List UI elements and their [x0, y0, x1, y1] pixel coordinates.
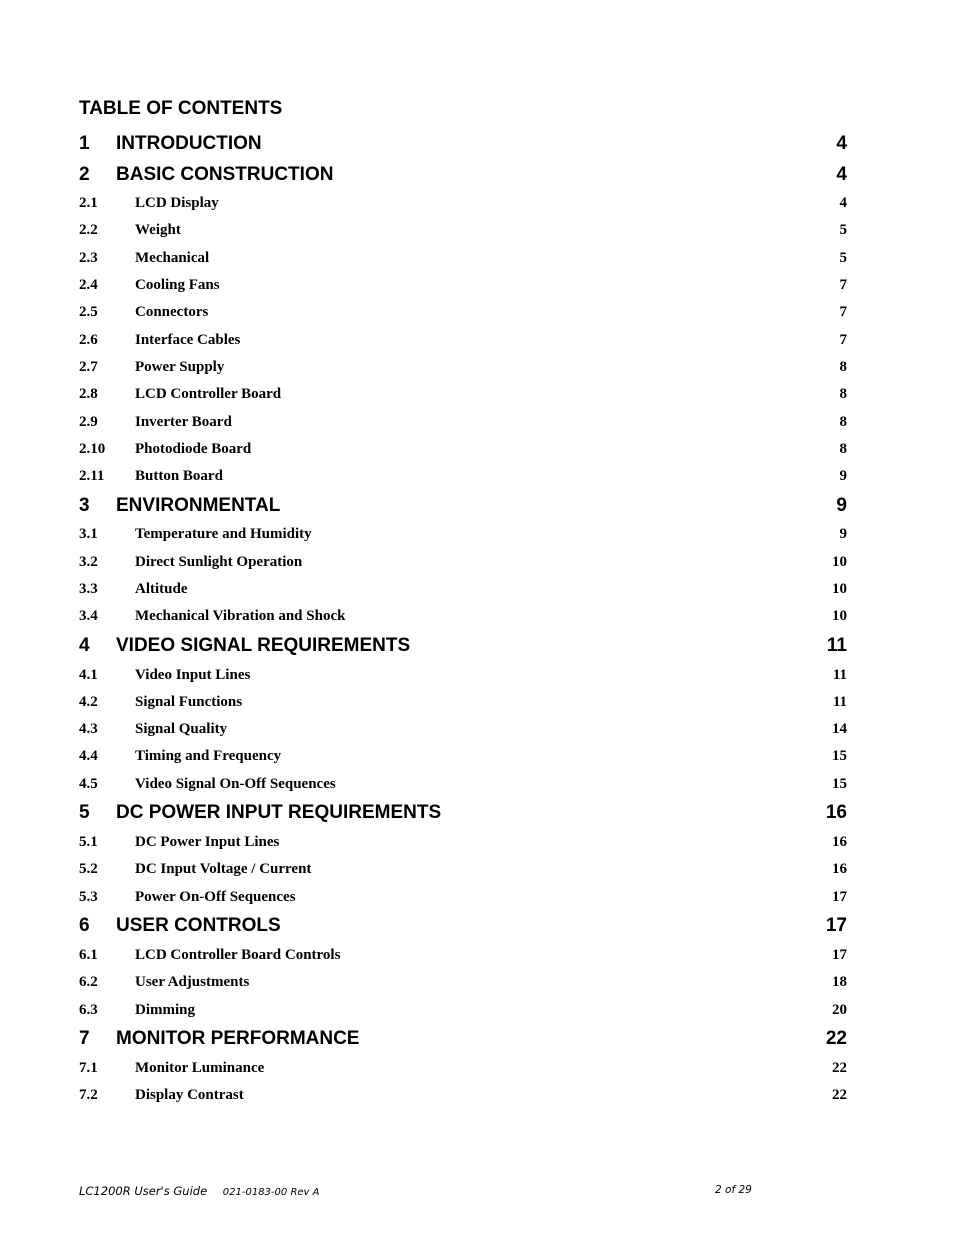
toc-entry-title: Photodiode Board: [135, 440, 252, 457]
toc-subsection-entry[interactable]: [79, 969, 847, 996]
toc-entry-page: 16: [832, 834, 847, 851]
toc-entry-number: 2: [79, 163, 90, 185]
toc-entry-number: 3: [79, 494, 90, 516]
toc-entry-page: 7: [839, 331, 847, 348]
toc-entry-page: 7: [839, 304, 847, 321]
toc-entry-page: 16: [825, 802, 847, 824]
toc-entry-number: 7: [79, 1028, 90, 1050]
toc-entry-page: 20: [832, 1001, 847, 1018]
toc-subsection-entry[interactable]: [79, 299, 847, 326]
toc-entry-number: 4: [79, 634, 90, 656]
toc-entry-number: 2.1: [79, 195, 98, 212]
toc-entry-title: BASIC CONSTRUCTION: [116, 163, 334, 185]
toc-subsection-entry[interactable]: [79, 190, 847, 217]
toc-subsection-entry[interactable]: [79, 716, 847, 743]
toc-entry-title: Weight: [135, 222, 181, 239]
toc-entry-page: 9: [836, 494, 847, 516]
toc-entry-page: 4: [836, 163, 847, 185]
footer-doc-info: [79, 1184, 320, 1198]
toc-subsection-entry[interactable]: [79, 856, 847, 883]
toc-entry-title: Mechanical: [135, 249, 210, 266]
toc-entry-page: 9: [839, 526, 847, 543]
footer-doc-title: LC1200R User's Guide: [79, 1184, 208, 1198]
toc-entry-page: 11: [832, 666, 847, 683]
toc-subsection-entry[interactable]: [79, 272, 847, 299]
toc-entry-page: 17: [832, 946, 847, 963]
toc-entry-number: 2.6: [79, 331, 98, 348]
toc-entry-number: 2.10: [79, 440, 106, 457]
toc-subsection-entry[interactable]: [79, 326, 847, 353]
toc-entry-title: Interface Cables: [135, 331, 241, 348]
toc-entry-number: 7.2: [79, 1087, 98, 1104]
toc-subsection-entry[interactable]: [79, 245, 847, 272]
toc-entry-page: 8: [839, 358, 847, 375]
toc-entry-title: Timing and Frequency: [135, 748, 282, 765]
toc-entry-number: 4.4: [79, 748, 98, 765]
toc-entry-title: Button Board: [135, 468, 223, 485]
toc-subsection-entry[interactable]: [79, 1082, 847, 1109]
toc-entry-number: 2.5: [79, 304, 98, 321]
toc-entry-page: 8: [839, 386, 847, 403]
toc-entry-page: 22: [832, 1087, 847, 1104]
toc-entry-number: 1: [79, 132, 90, 154]
footer-part-number: 021-0183-00 Rev A: [222, 1187, 320, 1198]
toc-entry-page: 14: [832, 721, 847, 738]
toc-entry-title: DC Power Input Lines: [135, 834, 280, 851]
toc-entry-number: 3.2: [79, 553, 98, 570]
toc-entry-number: 6.1: [79, 946, 98, 963]
toc-entry-number: 2.9: [79, 413, 98, 430]
toc-entry-page: 18: [832, 974, 847, 991]
toc-entry-title: VIDEO SIGNAL REQUIREMENTS: [116, 634, 411, 656]
toc-entry-title: DC Input Voltage / Current: [135, 861, 312, 878]
toc-subsection-entry[interactable]: [79, 996, 847, 1023]
toc-entry-number: 6.3: [79, 1001, 98, 1018]
toc-entry-title: Video Input Lines: [135, 666, 251, 683]
toc-entry-number: 6: [79, 915, 90, 937]
toc-entry-title: Power Supply: [135, 358, 225, 375]
toc-subsection-entry[interactable]: [79, 884, 847, 911]
toc-entry-title: Dimming: [135, 1001, 195, 1018]
toc-entry-number: 2.4: [79, 277, 98, 294]
toc-section-entry[interactable]: [79, 1024, 847, 1055]
toc-entry-page: 4: [839, 195, 847, 212]
toc-entry-number: 7.1: [79, 1059, 98, 1076]
toc-entry-page: 10: [832, 581, 847, 597]
toc-entry-page: 16: [832, 861, 847, 878]
toc-entry-number: 3.4: [79, 608, 98, 625]
toc-entry-page: 15: [832, 775, 847, 792]
toc-entry-page: 4: [836, 132, 847, 154]
toc-entry-page: 11: [832, 693, 847, 710]
toc-subsection-entry[interactable]: [79, 381, 847, 408]
toc-entry-page: 7: [839, 277, 847, 294]
toc-entry-number: 5.2: [79, 861, 98, 878]
toc-entry-page: 8: [839, 413, 847, 430]
toc-subsection-entry[interactable]: [79, 771, 847, 798]
toc-entry-page: 5: [839, 249, 847, 266]
toc-entry-title: LCD Controller Board Controls: [135, 946, 341, 963]
toc-entry-page: 11: [826, 634, 847, 656]
toc-subsection-entry[interactable]: [79, 463, 847, 490]
toc-entry-number: 2.11: [79, 468, 105, 485]
toc-section-entry[interactable]: [79, 128, 847, 159]
toc-entry-title: Altitude: [135, 581, 188, 597]
toc-entry-page: 22: [825, 1028, 847, 1050]
toc-entry-number: 3.1: [79, 526, 98, 543]
toc-entry-title: Cooling Fans: [135, 277, 220, 294]
toc-entry-page: 5: [839, 222, 847, 239]
toc-subsection-entry[interactable]: [79, 603, 847, 630]
toc-subsection-entry[interactable]: [79, 1055, 847, 1082]
toc-subsection-entry[interactable]: [79, 829, 847, 856]
toc-entry-page: 22: [832, 1059, 847, 1076]
toc-entry-title: Mechanical Vibration and Shock: [135, 608, 346, 625]
toc-subsection-entry[interactable]: [79, 942, 847, 969]
toc-entry-title: Signal Quality: [135, 721, 228, 738]
toc-entry-page: 10: [832, 608, 847, 625]
toc-entry-number: 2.7: [79, 358, 98, 375]
toc-entry-title: Display Contrast: [135, 1087, 244, 1104]
toc-subsection-entry[interactable]: [79, 549, 847, 576]
toc-entry-title: Signal Functions: [135, 693, 243, 710]
toc-subsection-entry[interactable]: [79, 743, 847, 770]
toc-entry-number: 2.3: [79, 249, 98, 266]
toc-entry-title: MONITOR PERFORMANCE: [116, 1028, 360, 1050]
toc-subsection-entry[interactable]: [79, 661, 847, 688]
toc-entry-page: 15: [832, 748, 847, 765]
toc-section-entry[interactable]: [79, 630, 847, 661]
toc-entry-title: Video Signal On-Off Sequences: [135, 775, 336, 792]
toc-entry-number: 4.5: [79, 775, 98, 792]
toc-section-entry[interactable]: [79, 159, 847, 190]
toc-list: [79, 128, 847, 1109]
toc-subsection-entry[interactable]: [79, 408, 847, 435]
toc-entry-page: 8: [839, 440, 847, 457]
toc-subsection-entry[interactable]: [79, 217, 847, 244]
toc-subsection-entry[interactable]: [79, 689, 847, 716]
toc-entry-number: 5.3: [79, 888, 98, 905]
toc-entry-number: 5: [79, 802, 90, 824]
toc-entry-page: 9: [839, 468, 847, 485]
toc-subsection-entry[interactable]: [79, 576, 847, 603]
toc-entry-title: LCD Controller Board: [135, 386, 282, 403]
toc-entry-page: 17: [825, 915, 847, 937]
toc-entry-title: Connectors: [135, 304, 209, 321]
toc-entry-title: LCD Display: [135, 195, 219, 212]
toc-subsection-entry[interactable]: [79, 354, 847, 381]
toc-entry-title: DC POWER INPUT REQUIREMENTS: [116, 802, 442, 824]
toc-entry-number: 4.3: [79, 721, 98, 738]
toc-entry-title: User Adjustments: [135, 974, 250, 991]
toc-entry-title: Power On-Off Sequences: [135, 888, 296, 905]
toc-entry-number: 6.2: [79, 974, 98, 991]
toc-section-entry[interactable]: [79, 911, 847, 942]
toc-subsection-entry[interactable]: [79, 436, 847, 463]
toc-entry-number: 3.3: [79, 581, 98, 597]
footer-page-number: 2 of 29: [715, 1184, 752, 1196]
toc-section-entry[interactable]: [79, 798, 847, 829]
toc-entry-title: Temperature and Humidity: [135, 526, 312, 543]
toc-entry-title: INTRODUCTION: [116, 132, 262, 154]
toc-heading: TABLE OF CONTENTS: [79, 98, 283, 119]
toc-entry-number: 4.2: [79, 693, 98, 710]
toc-entry-title: USER CONTROLS: [116, 915, 281, 937]
toc-entry-number: 2.8: [79, 386, 98, 403]
toc-entry-number: 5.1: [79, 834, 98, 851]
toc-entry-title: Monitor Luminance: [135, 1059, 265, 1076]
toc-entry-title: Direct Sunlight Operation: [135, 553, 303, 570]
toc-entry-page: 17: [832, 888, 847, 905]
toc-subsection-entry[interactable]: [79, 521, 847, 548]
toc-entry-number: 4.1: [79, 666, 98, 683]
toc-entry-number: 2.2: [79, 222, 98, 239]
toc-section-entry[interactable]: [79, 490, 847, 521]
toc-entry-page: 10: [832, 553, 847, 570]
toc-entry-title: ENVIRONMENTAL: [116, 494, 281, 516]
toc-entry-title: Inverter Board: [135, 413, 232, 430]
